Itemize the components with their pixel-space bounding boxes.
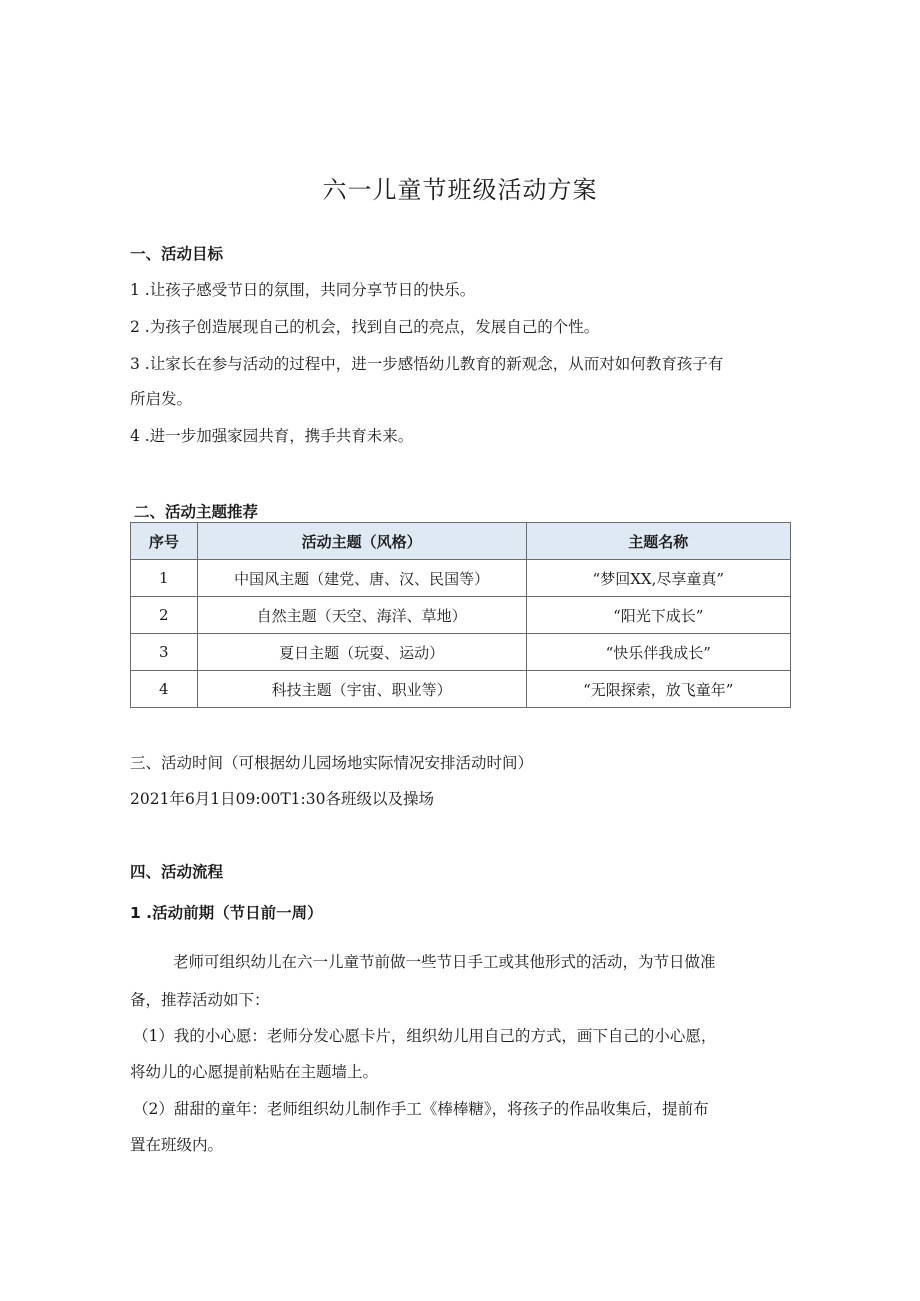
page-title: 六一儿童节班级活动方案 <box>322 176 598 204</box>
subsection-heading-preparation: 1 .活动前期（节日前一周） <box>130 904 323 922</box>
table-row <box>131 634 791 671</box>
cell-number: 3 <box>131 634 198 671</box>
cell-name: “阳光下成长” <box>526 597 790 634</box>
paragraph-line: 置在班级内。 <box>130 1136 224 1154</box>
cell-number: 4 <box>131 671 198 708</box>
cell-theme: 科技主题（宇宙、职业等） <box>197 671 526 708</box>
cell-theme: 中国风主题（建党、唐、汉、民国等） <box>197 560 526 597</box>
cell-number: 2 <box>131 597 198 634</box>
column-header-name: 主题名称 <box>526 523 790 560</box>
theme-table <box>130 522 791 708</box>
section-heading-time: 三、活动时间（可根据幼儿园场地实际情况安排活动时间） <box>130 754 534 772</box>
column-header-number: 序号 <box>131 523 198 560</box>
table-row <box>131 671 791 708</box>
cell-name: “快乐伴我成长” <box>526 634 790 671</box>
goal-item: 4 .进一步加强家园共育，携手共育未来。 <box>130 427 414 445</box>
goal-item: 3 .让家长在参与活动的过程中，进一步感悟幼儿教育的新观念，从而对如何教育孩子有 <box>130 355 724 373</box>
cell-name: “无限探索，放飞童年” <box>526 671 790 708</box>
cell-theme: 自然主题（天空、海洋、草地） <box>197 597 526 634</box>
section-heading-themes: 二、活动主题推荐 <box>134 503 259 521</box>
goal-item: 2 .为孩子创造展现自己的机会，找到自己的亮点，发展自己的个性。 <box>130 318 600 336</box>
table-header-row <box>131 523 791 560</box>
activity-time-detail: 2021年6月1日09:00T1:30各班级以及操场 <box>130 790 434 808</box>
paragraph-line: 老师可组织幼儿在六一儿童节前做一些节日手工或其他形式的活动，为节日做准 <box>173 953 716 971</box>
paragraph-line: （2）甜甜的童年：老师组织幼儿制作手工《棒棒糖》，将孩子的作品收集后，提前布 <box>133 1100 709 1118</box>
table-row <box>131 597 791 634</box>
column-header-theme: 活动主题（风格） <box>197 523 526 560</box>
goal-item-continued: 所启发。 <box>130 390 193 408</box>
paragraph-line: 备，推荐活动如下： <box>130 991 270 1009</box>
cell-name: “梦回XX,尽享童真” <box>526 560 790 597</box>
table-row <box>131 560 791 597</box>
section-heading-goals: 一、活动目标 <box>130 245 224 263</box>
section-heading-process: 四、活动流程 <box>130 863 224 881</box>
goal-item: 1 .让孩子感受节日的氛围，共同分享节日的快乐。 <box>130 281 476 299</box>
cell-theme: 夏日主题（玩耍、运动） <box>197 634 526 671</box>
paragraph-line: （1）我的小心愿：老师分发心愿卡片，组织幼儿用自己的方式，画下自己的小心愿， <box>133 1027 717 1045</box>
cell-number: 1 <box>131 560 198 597</box>
paragraph-line: 将幼儿的心愿提前粘贴在主题墙上。 <box>130 1063 379 1081</box>
